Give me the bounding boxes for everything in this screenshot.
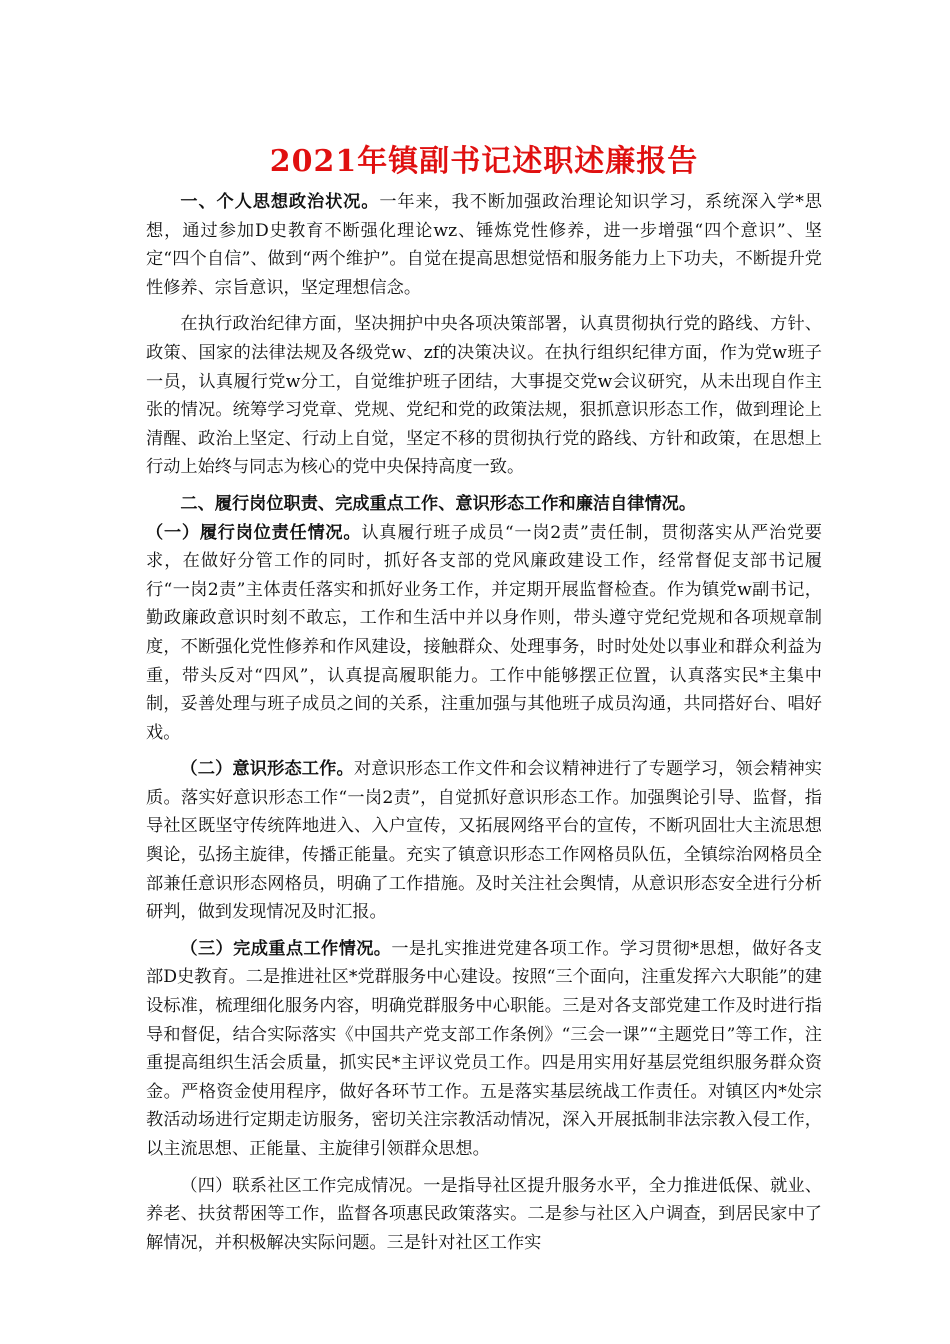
document-title: 2021年镇副书记述职述廉报告 (269, 144, 699, 179)
paragraph-6 (146, 1172, 822, 1258)
paragraph-4-body: 对意识形态工作文件和会议精神进行了专题学习，领会精神实质。落实好意识形态工作“一岗2责”，自觉抓好意识形态工作。加强舆论引导、监督，指导社区既坚守传统阵地进入、入户宣传，又拓展网络平台的宣传，不断巩固壮大主流思想舆论，弘扬主旋律，传播正能量。充实了镇意识形态工作网格员队伍，全镇综治网格员全部兼任意识形态网格员，明确了工作措施。及时关注社会舆情，从意识形态安全进行分析研判，做到发现情况及时汇报。 (146, 759, 822, 923)
paragraph-2 (146, 310, 822, 482)
paragraph-5 (146, 935, 822, 1164)
paragraph-6-body: （四）联系社区工作完成情况。一是指导社区提升服务水平，全力推进低保、就业、养老、扶贫帮困等工作，监督各项惠民政策落实。二是参与社区入户调查，到居民家中了解情况，并积极解决实际问题。三是针对社区工作实 (146, 1175, 822, 1253)
paragraph-3-body: 认真履行班子成员“一岗2责”责任制，贯彻落实从严治党要求，在做好分管工作的同时，抓好各支部的党风廉政建设工作，经常督促支部书记履行“一岗2责”主体责任落实和抓好业务工作，并定期开展监督检查。作为镇党w副书记，勤政廉政意识时刻不敢忘，工作和生活中并以身作则，带头遵守党纪党规和各项规章制度，不断强化党性修养和作风建设，接触群众、处理事务，时时处处以事业和群众利益为重，带头反对“四风”，认真提高履职能力。工作中能够摆正位置，认真落实民*主集中制，妥善处理与班子成员之间的关系，注重加强与其他班子成员沟通，共同搭好台、唱好戏。 (146, 522, 822, 743)
paragraph-1 (146, 188, 822, 302)
paragraph-2-body: 在执行政治纪律方面，坚决拥护中央各项决策部署，认真贯彻执行党的路线、方针、政策、国家的法律法规及各级党w、zf的决策决议。在执行组织纪律方面，作为党w班子一员，认真履行党w分工，自觉维护班子团结，大事提交党w会议研究，从未出现自作主张的情况。统筹学习党章、党规、党纪和党的政策法规，狠抓意识形态工作，做到理论上清醒、政治上坚定、行动上自觉，坚定不移的贯彻执行党的路线、方针和政策，在思想上行动上始终与同志为核心的党中央保持高度一致。 (146, 314, 822, 478)
paragraph-5-body: 一是扎实推进党建各项工作。学习贯彻*思想，做好各支部D史教育。二是推进社区*党群服务中心建设。按照“三个面向，注重发挥六大职能”的建设标准，梳理细化服务内容，明确党群服务中心职能。三是对各支部党建工作及时进行指导和督促，结合实际落实《中国共产党支部工作条例》“三会一课”“主题党日”等工作，注重提高组织生活会质量，抓实民*主评议党员工作。四是用实用好基层党组织服务群众资金。严格资金使用程序，做好各环节工作。五是落实基层统战工作责任。对镇区内*处宗教活动场进行定期走访服务，密切关注宗教活动情况，深入开展抵制非法宗教入侵工作，以主流思想、正能量、主旋律引领群众思想。 (146, 938, 822, 1159)
paragraph-3-lead: （一）履行岗位责任情况。 (146, 522, 362, 543)
paragraph-3 (146, 519, 822, 748)
paragraph-1-lead: 一、个人思想政治状况。 (180, 192, 380, 212)
paragraph-4-lead: （二）意识形态工作。 (180, 759, 354, 780)
section-2-heading: 二、履行岗位职责、完成重点工作、意识形态工作和廉洁自律情况。 (180, 493, 697, 514)
paragraph-4 (146, 755, 822, 927)
paragraph-5-lead: （三）完成重点工作情况。 (180, 938, 392, 959)
paragraph-1-body: 一年来，我不断加强政治理论知识学习，系统深入学*思想，通过参加D史教育不断强化理论wz、锤炼党性修养，进一步增强“四个意识”、坚定“四个自信”、做到“两个维护”。自觉在提高思想觉悟和服务能力上下功夫，不断提升党性修养、宗旨意识，坚定理想信念。 (146, 192, 822, 298)
